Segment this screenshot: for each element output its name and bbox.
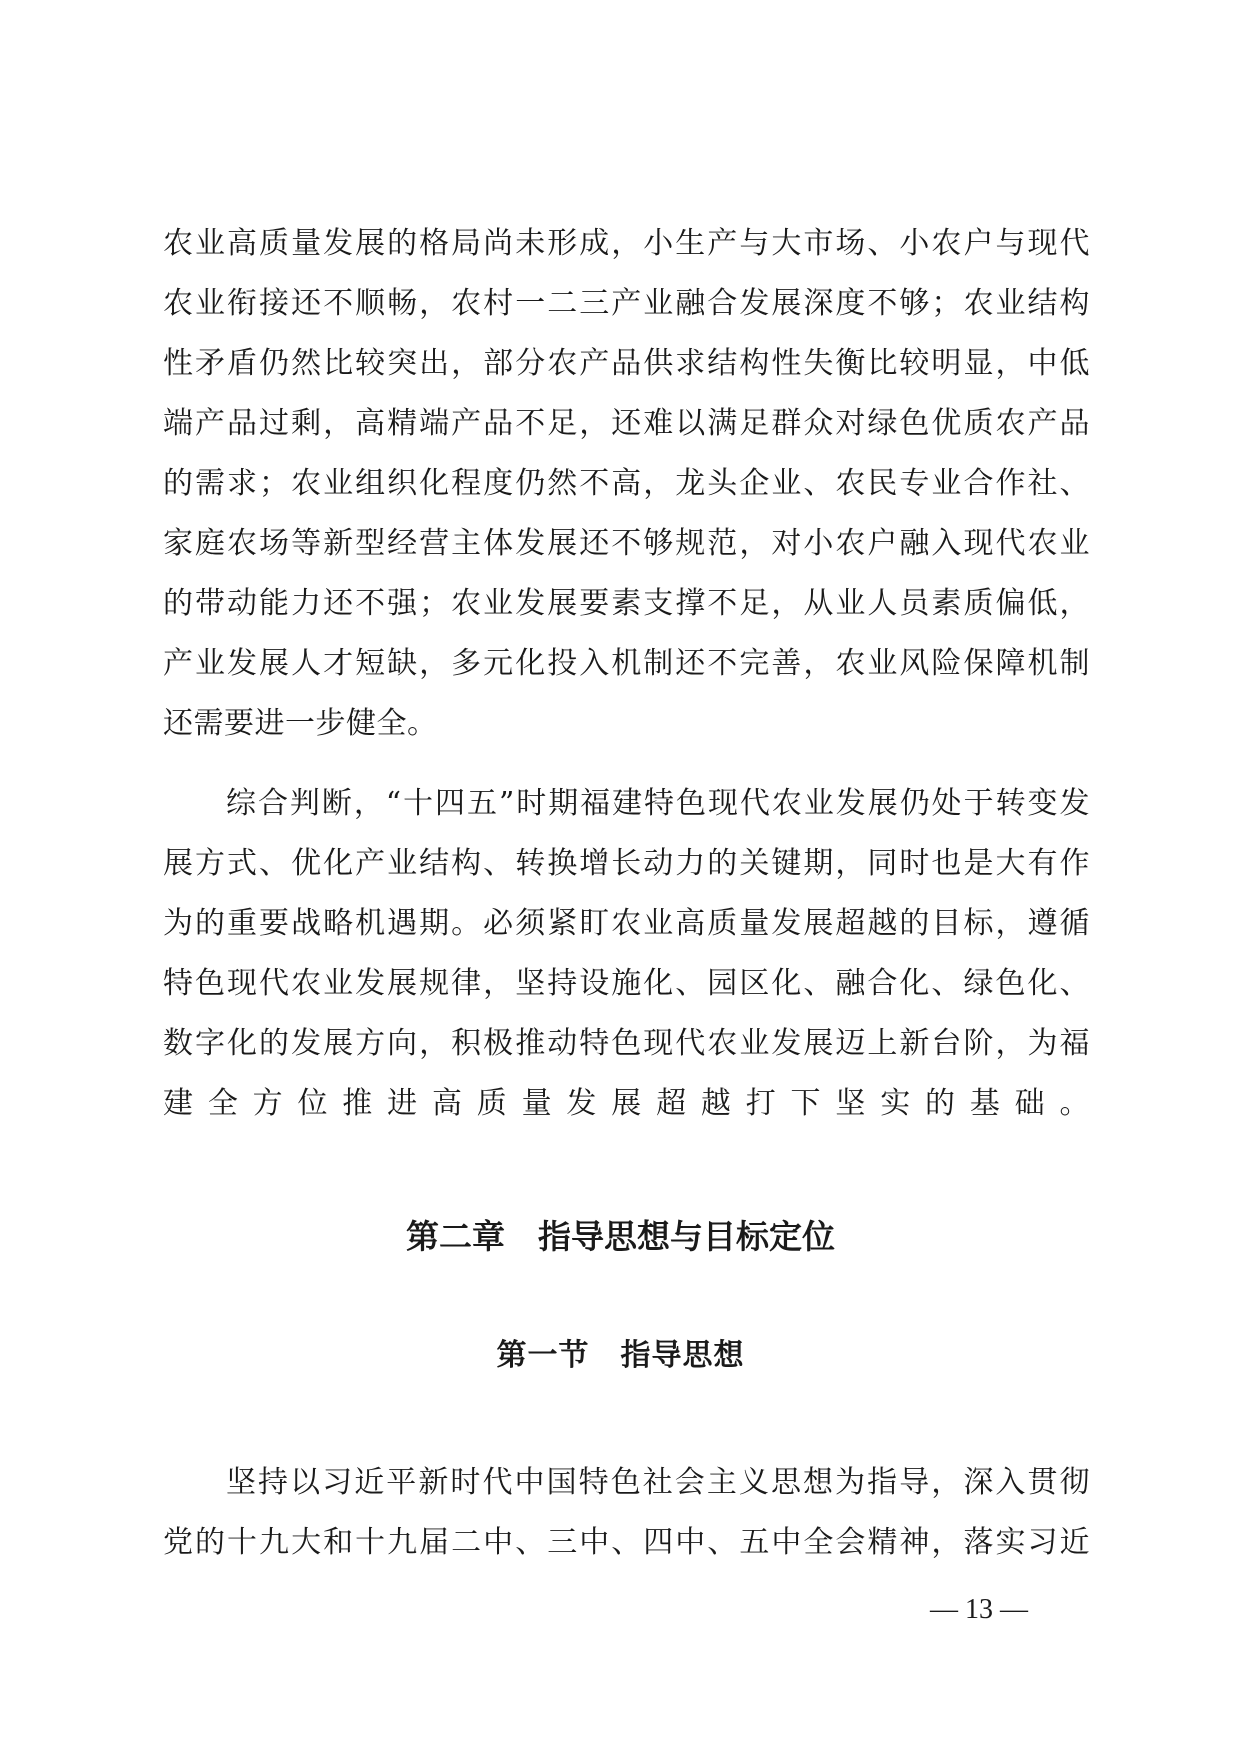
text-line: 坚持以习近平新时代中国特色社会主义思想为指导，深入贯彻: [226, 1465, 1090, 1500]
text-line: 家庭农场等新型经营主体发展还不够规范，对小农户融入现代农业: [163, 526, 1090, 561]
text-line: 的带动能力还不强；农业发展要素支撑不足，从业人员素质偏低，: [163, 586, 1090, 621]
text-line: 性矛盾仍然比较突出，部分农产品供求结构性失衡比较明显，中低: [163, 346, 1090, 381]
text-line: 党的十九大和十九届二中、三中、四中、五中全会精神，落实习近: [163, 1525, 1090, 1560]
text-line: 展方式、优化产业结构、转换增长动力的关键期，同时也是大有作: [163, 846, 1090, 881]
text-line: 综合判断，“十四五”时期福建特色现代农业发展仍处于转变发: [226, 786, 1090, 821]
text-line: 农业高质量发展的格局尚未形成，小生产与大市场、小农户与现代: [163, 226, 1090, 261]
text-line: 数字化的发展方向，积极推动特色现代农业发展迈上新台阶，为福: [163, 1026, 1090, 1061]
chapter-heading: 第二章 指导思想与目标定位: [406, 1217, 835, 1256]
page-number: — 13 —: [930, 1594, 1028, 1625]
text-line: 的需求；农业组织化程度仍然不高，龙头企业、农民专业合作社、: [163, 466, 1090, 501]
text-line: 产业发展人才短缺，多元化投入机制还不完善，农业风险保障机制: [163, 646, 1090, 681]
text-line: 端产品过剩，高精端产品不足，还难以满足群众对绿色优质农产品: [163, 406, 1090, 441]
text-line: 建全方位推进高质量发展超越打下坚实的基础。: [163, 1086, 1090, 1121]
text-line: 还需要进一步健全。: [163, 706, 438, 741]
text-line: 为的重要战略机遇期。必须紧盯农业高质量发展超越的目标，遵循: [163, 906, 1090, 941]
text-line: 农业衔接还不顺畅，农村一二三产业融合发展深度不够；农业结构: [163, 286, 1090, 321]
text-line: 特色现代农业发展规律，坚持设施化、园区化、融合化、绿色化、: [163, 966, 1090, 1001]
section-heading: 第一节 指导思想: [496, 1338, 745, 1373]
